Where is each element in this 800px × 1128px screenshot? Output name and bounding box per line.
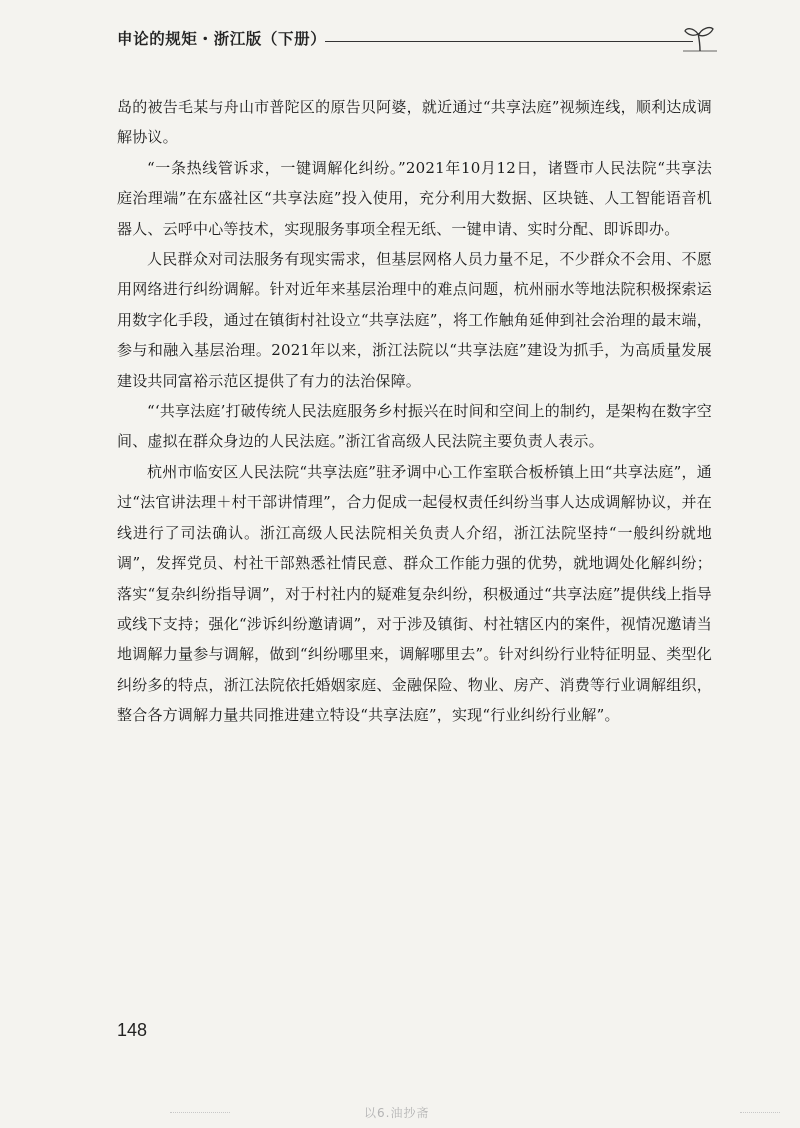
header-rule: [325, 41, 693, 42]
page-number: 148: [117, 1020, 148, 1040]
scan-artifact: [170, 1112, 230, 1114]
paragraph: “一条热线管诉求，一键调解化纠纷。”2021年10月12日，诸暨市人民法院“共享法庭治理端”在东盛社区“共享法庭”投入使用，充分利用大数据、区块链、人工智能语音机器人、云呼中心等技术，实现服务事项全程无纸、一键申请、实时分配、即诉即办。: [117, 158, 712, 238]
paragraph: “‘共享法庭’打破传统人民法庭服务乡村振兴在时间和空间上的制约，是架构在数字空间、虚拟在群众身边的人民法庭。”浙江省高级人民法院主要负责人表示。: [117, 402, 713, 451]
paragraph: 人民群众对司法服务有现实需求，但基层网格人员力量不足，不少群众不会用、不愿用网络进行纠纷调解。针对近年来基层治理中的难点问题，杭州丽水等地法院积极探索运用数字化手段，通过在镇街村社设立“共享法庭”，将工作触角延伸到社会治理的最末端，参与和融入基层治理。2021年以来，浙江法院以“共享法庭”建设为抓手，为高质量发展建设共同富裕示范区提供了有力的法治保障。: [117, 250, 712, 390]
paragraph: 杭州市临安区人民法院“共享法庭”驻矛调中心工作室联合板桥镇上田“共享法庭”，通过“法官讲法理＋村干部讲情理”，合力促成一起侵权责任纠纷当事人达成调解协议，并在线进行了司法确认。浙江高级人民法院相关负责人介绍，浙江法院坚持“一般纠纷就地调”，发挥党员、村社干部熟悉社情民意、群众工作能力强的优势，就地调处化解纠纷；落实“复杂纠纷指导调”，对于村社内的疑难复杂纠纷，积极通过“共享法庭”提供线上指导或线下支持；强化“涉诉纠纷邀请调”，对于涉及镇街、村社辖区内的案件，视情况邀请当地调解力量参与调解，做到“纠纷哪里来，调解哪里去”。针对纠纷行业特征明显、类型化纠纷多的特点，浙江法院依托婚姻家庭、金融保险、物业、房产、消费等行业调解组织，整合各方调解力量共同推进建立特设“共享法庭”，实现“行业纠纷行业解”。: [117, 462, 712, 725]
header-title: 申论的规矩・浙江版（下册）: [117, 30, 327, 48]
sprout-icon: [683, 24, 717, 52]
body-text: [117, 92, 712, 731]
paragraph-continued: 岛的被告毛某与舟山市普陀区的原告贝阿婆，就近通过“共享法庭”视频连线，顺利达成调解协议。: [117, 98, 712, 147]
scan-artifact: [740, 1112, 780, 1114]
running-header: [117, 24, 717, 54]
scan-artifact-text: 以6.油抄斋: [364, 1106, 430, 1120]
